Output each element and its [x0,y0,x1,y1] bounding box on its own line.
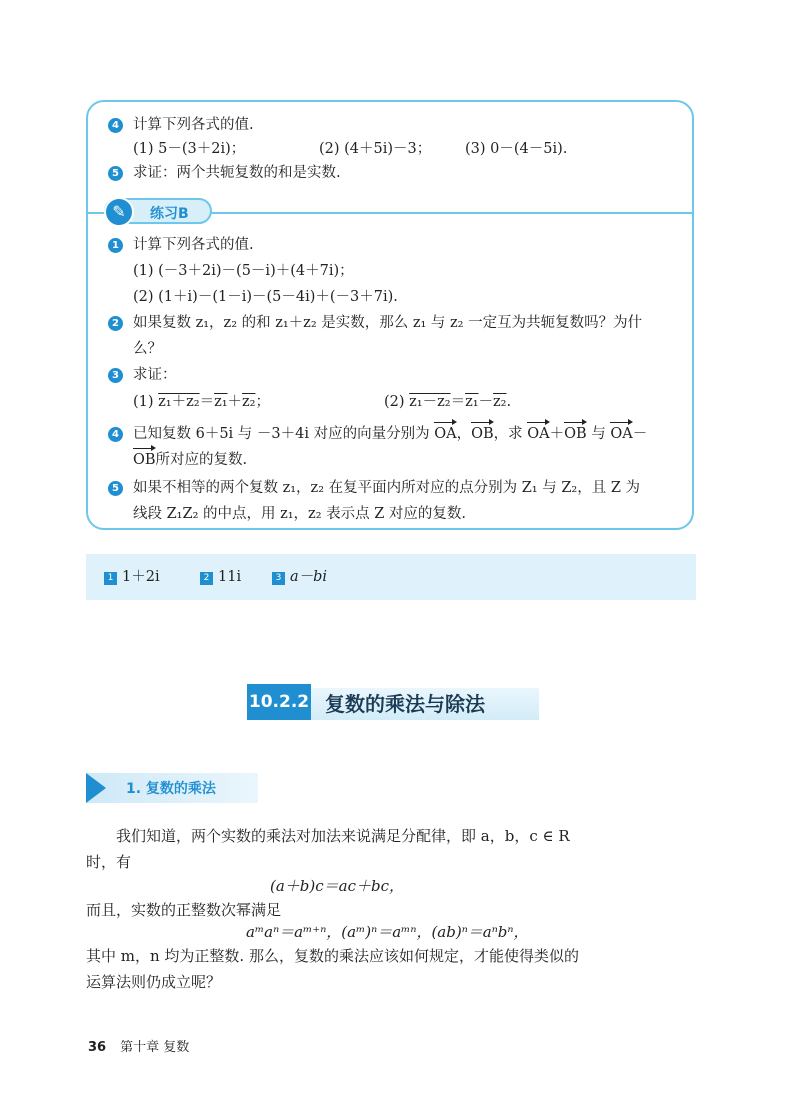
exercise-b-item-5 [108,479,640,497]
item-text: 计算下列各式的值. [133,237,254,253]
exercise-b-item-1-part-1: (1) (－3＋2i)－(5－i)＋(4＋7i)； [133,263,354,279]
section-title: 复数的乘法与除法 [325,692,485,716]
number-badge-5: 5 [108,166,123,181]
comma: ， [456,426,472,442]
answer-text: 1＋2i [122,569,160,585]
conjugate-sum: z₁＋z₂ [158,394,200,410]
section-number: 10.2.2 [247,684,311,720]
exercise-b-item-4 [108,425,647,443]
exercise-a-item-4 [108,116,254,134]
equals-sign: ＝ [199,394,215,410]
vector-oa-2: OA [527,426,550,442]
part-label: (1) [133,394,159,410]
formula-exponents: aᵐaⁿ＝aᵐ⁺ⁿ，(aᵐ)ⁿ＝aᵐⁿ，(ab)ⁿ＝aⁿbⁿ， [246,923,529,941]
minus-sign: － [478,394,494,410]
vector-ob: OB [471,426,494,442]
item-text: 如果不相等的两个复数 z₁，z₂ 在复平面内所对应的点分别为 Z₁ 与 Z₂，且 Z 为 [133,480,641,496]
exercise-b-item-3 [108,366,177,384]
vector-ob-3: OB [133,452,156,468]
item-text: 如果复数 z₁，z₂ 的和 z₁＋z₂ 是实数，那么 z₁ 与 z₂ 一定互为共轭复数吗？为什 [133,315,643,331]
paragraph-1-line-2: 时，有 [86,853,132,871]
answer-number: 3 [272,572,285,585]
item-text: 求证：两个共轭复数的和是实数. [133,165,341,181]
answer-2 [200,568,241,586]
exercise-b-item-4-line-2 [133,451,247,469]
part-label: (2) [384,394,410,410]
paragraph-3-line-2: 运算法则仍成立呢？ [86,973,222,991]
exercise-b-item-3-part-1 [133,393,270,411]
plus-sign: ＋ [549,426,565,442]
exercise-b-badge [104,198,212,224]
answer-text: 11i [218,569,242,585]
exercise-b-item-5-line-2: 线段 Z₁Z₂ 的中点，用 z₁，z₂ 表示点 Z 对应的复数. [133,506,467,522]
conjugate-z2: z₂ [493,394,507,410]
number-badge-5b: 5 [108,481,123,496]
part-2: (2) (4＋5i)－3； [319,141,432,157]
paragraph-1-line-1: 我们知道，两个实数的乘法对加法来说满足分配律，即 a，b，c ∈ R [116,827,570,845]
vector-oa: OA [434,426,457,442]
exercise-icon: ✎ [104,197,134,227]
exercise-b-item-3-part-2 [384,393,511,411]
exercise-b-item-2 [108,314,642,332]
part-3: (3) 0－(4－5i). [465,141,568,157]
conjugate-z1: z₁ [214,394,228,410]
number-badge-3: 3 [108,368,123,383]
exercise-b-item-1 [108,236,254,254]
item-text-mid: ，求 [493,426,528,442]
number-badge-2: 2 [108,316,123,331]
item-text: 求证： [133,367,177,383]
number-badge-4b: 4 [108,427,123,442]
item-text: 计算下列各式的值. [133,117,254,133]
formula-distributive: (a＋b)c＝ac＋bc， [270,877,404,895]
exercise-b-item-1-part-2: (2) (1＋i)－(1－i)－(5－4i)＋(－3＋7i). [133,289,398,305]
conjugate-z2: z₂ [242,394,256,410]
section-header [247,684,539,720]
answer-1 [104,568,160,586]
answer-3 [272,568,327,586]
vector-oa-3: OA [610,426,633,442]
arrow-icon [86,773,106,803]
punctuation: ； [255,394,270,410]
paragraph-2: 而且，实数的正整数次幂满足 [86,901,282,919]
exercise-a-item-5 [108,164,341,182]
page-footer [88,1036,189,1055]
subsection-title: 1. 复数的乘法 [126,781,216,797]
subsection-tag [86,773,258,803]
punctuation: . [506,394,512,410]
exercise-b-item-2-line-2: 么？ [133,341,162,357]
answers-bar [86,554,696,600]
minus-sign: － [632,426,648,442]
conjugate-z1: z₁ [465,394,479,410]
part-1: (1) 5－(3＋2i)； [133,141,246,157]
number-badge-1: 1 [108,238,123,253]
plus-sign: ＋ [227,394,243,410]
number-badge-4: 4 [108,118,123,133]
chapter-label: 第十章 复数 [120,1040,190,1055]
answer-text: a－bi [290,569,328,585]
conjugate-difference: z₁－z₂ [409,394,451,410]
item-text: 已知复数 6＋5i 与 －3＋4i 对应的向量分别为 [133,426,435,442]
paragraph-3-line-1: 其中 m，n 均为正整数. 那么，复数的乘法应该如何规定，才能使得类似的 [86,947,579,965]
vector-ob-2: OB [564,426,587,442]
page-number: 36 [88,1040,107,1055]
badge-label: 练习B [150,206,189,222]
answer-number: 1 [104,572,117,585]
conjunction: 与 [586,426,611,442]
equals-sign: ＝ [450,394,466,410]
item-text: 所对应的复数. [155,452,248,468]
answer-number: 2 [200,572,213,585]
